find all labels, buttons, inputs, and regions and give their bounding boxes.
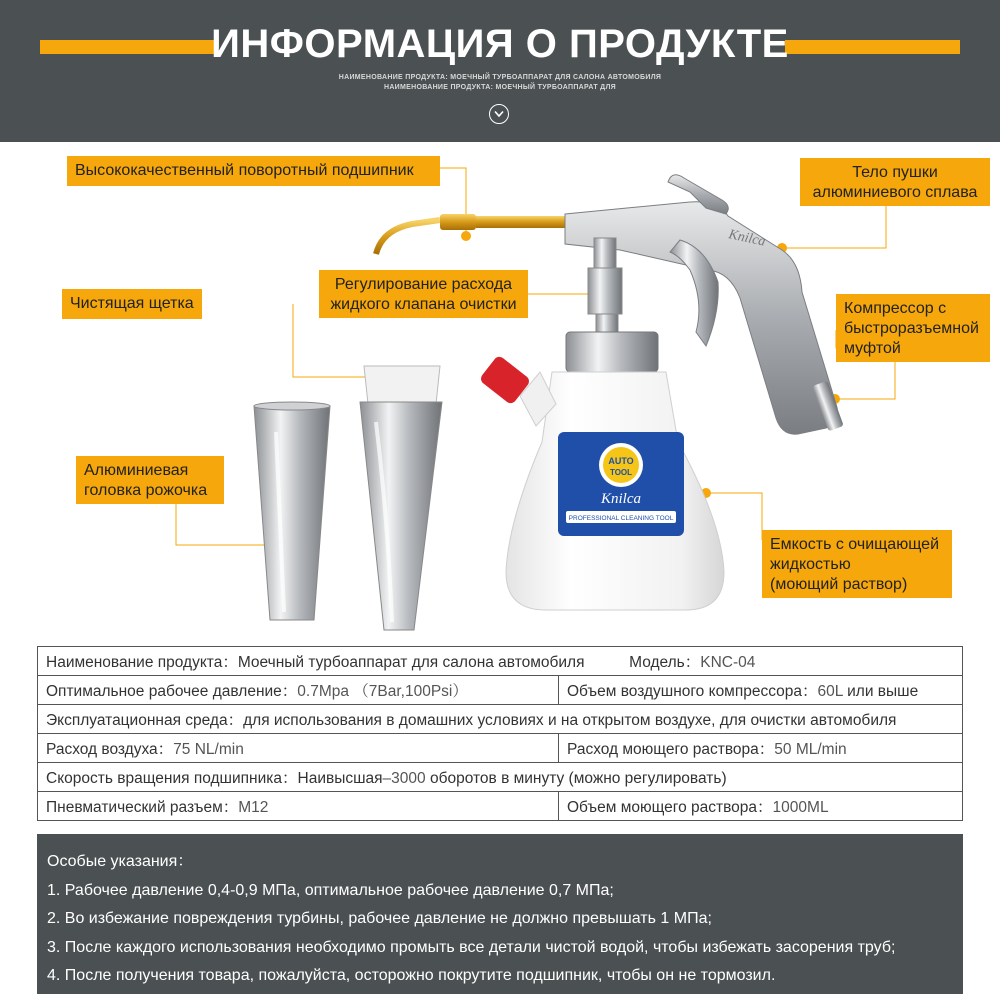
spec-value: оборотов в минуту (можно регулировать): [425, 770, 727, 787]
callout-tank-text: Емкость с очищающей: [770, 536, 940, 553]
spec-key: Расход моющего раствора：: [567, 741, 775, 758]
spec-value: 50 ML/min: [774, 741, 847, 758]
callout-valve-text: жидкого клапана очистки: [330, 296, 517, 313]
header-subtitle: НАИМЕНОВАНИЕ ПРОДУКТА: МОЕЧНЫЙ ТУРБОАППАРАТ ДЛЯ САЛОНА АВТОМОБИЛЯ: [338, 74, 662, 81]
callout-compressor-text: муфтой: [844, 340, 901, 357]
spec-value: 1000ML: [772, 799, 829, 816]
callout-tank-text: жидкостью: [770, 556, 851, 573]
spec-cell: [38, 676, 559, 705]
spec-value: M12: [238, 799, 269, 816]
spec-cell: [559, 734, 963, 763]
spec-cell: [38, 734, 559, 763]
callout-gun-body: [800, 158, 990, 206]
spec-cell: [38, 647, 963, 676]
badge-text: AUTO: [608, 456, 634, 466]
list-item: 2. Во избежание повреждения турбины, рабочее давление не должно превышать 1 МПа;: [47, 910, 712, 927]
callout-brush: [62, 289, 202, 319]
spec-key: Модель：: [629, 654, 701, 671]
callout-compressor-text: быстроразъемной: [844, 320, 979, 337]
callout-brush-text: Чистящая щетка: [70, 295, 194, 312]
gun-engraving: Knilca: [727, 227, 767, 250]
badge-text: TOOL: [609, 468, 633, 477]
spec-key: Объем воздушного компрессора：: [567, 683, 818, 700]
label-strip-text: PROFESSIONAL CLEANING TOOL: [568, 515, 674, 522]
callout-gun-body-text: алюминиевого сплава: [812, 184, 978, 201]
callout-nozzle-text: головка рожочка: [84, 482, 208, 499]
page-title: ИНФОРМАЦИЯ О ПРОДУКТЕ: [211, 22, 789, 66]
table-row: [38, 647, 963, 676]
spec-cell: [38, 792, 559, 821]
aluminium-nozzle: [254, 402, 330, 620]
spec-key: Наименование продукта：: [46, 654, 238, 671]
spec-cell: [38, 763, 963, 792]
spec-value: –3000: [382, 770, 426, 787]
notes-title: Особые указания：: [47, 853, 194, 870]
swivel-nozzle: [376, 214, 566, 254]
spec-value: 60L: [817, 683, 843, 700]
brush-nozzle: [360, 366, 442, 630]
callout-tank: [762, 530, 952, 598]
callout-gun-body-text: Тело пушки: [852, 164, 938, 181]
list-item: 4. После получения товара, пожалуйста, осторожно покрутите подшипник, чтобы он не тормозил.: [47, 967, 776, 984]
spec-cell: [38, 705, 963, 734]
spec-key: Скорость вращения подшипника：: [46, 770, 298, 787]
spec-value: Моечный турбоаппарат для салона автомобиля: [237, 654, 585, 671]
spec-key: Эксплуатационная среда：: [46, 712, 244, 729]
callout-bearing-text: Высококачественный поворотный подшипник: [75, 162, 414, 179]
spec-value: Наивысшая: [297, 770, 383, 787]
brand-text: Knilca: [601, 491, 641, 507]
flow-valve: [566, 238, 658, 372]
spec-value: 0.7Mpa （7Bar,100Psi）: [297, 683, 468, 700]
table-row: [38, 792, 963, 821]
callout-valve-text: Регулирование расхода: [334, 276, 513, 293]
spec-key: Пневматический разъем：: [46, 799, 239, 816]
callout-compressor-text: Компрессор с: [844, 300, 947, 317]
spec-value: KNC-04: [700, 654, 756, 671]
list-item: 3. После каждого использования необходимо промыть все детали чистой водой, чтобы избежать засорения труб;: [47, 938, 896, 956]
notes-panel: [37, 834, 963, 994]
spec-value: для использования в домашних условиях и на открытом воздухе, для очистки автомобиля: [243, 712, 897, 729]
spec-cell: [559, 792, 963, 821]
spec-value: 75 NL/min: [173, 741, 244, 758]
spec-key: Объем моющего раствора：: [567, 799, 773, 816]
spec-cell: [559, 676, 963, 705]
spec-key: Оптимальное рабочее давление：: [46, 683, 298, 700]
spec-key: Расход воздуха：: [46, 741, 174, 758]
fluid-tank: [479, 354, 724, 610]
callout-nozzle: [76, 456, 224, 504]
callout-nozzle-text: Алюминиевая: [84, 462, 189, 479]
callout-tank-text: (моющий раствор): [770, 576, 908, 593]
spec-table: [37, 646, 963, 821]
table-row: [38, 705, 963, 734]
callout-bearing: [67, 156, 440, 186]
table-row: [38, 734, 963, 763]
callout-valve: [319, 270, 528, 318]
header-subtitle: НАИМЕНОВАНИЕ ПРОДУКТА: МОЕЧНЫЙ ТУРБОАППАРАТ ДЛЯ: [383, 84, 617, 91]
table-row: [38, 676, 963, 705]
callout-compressor: [836, 294, 990, 362]
list-item: 1. Рабочее давление 0,4-0,9 МПа, оптимальное рабочее давление 0,7 МПа;: [47, 881, 614, 899]
spec-value: или выше: [842, 683, 919, 700]
table-row: [38, 763, 963, 792]
